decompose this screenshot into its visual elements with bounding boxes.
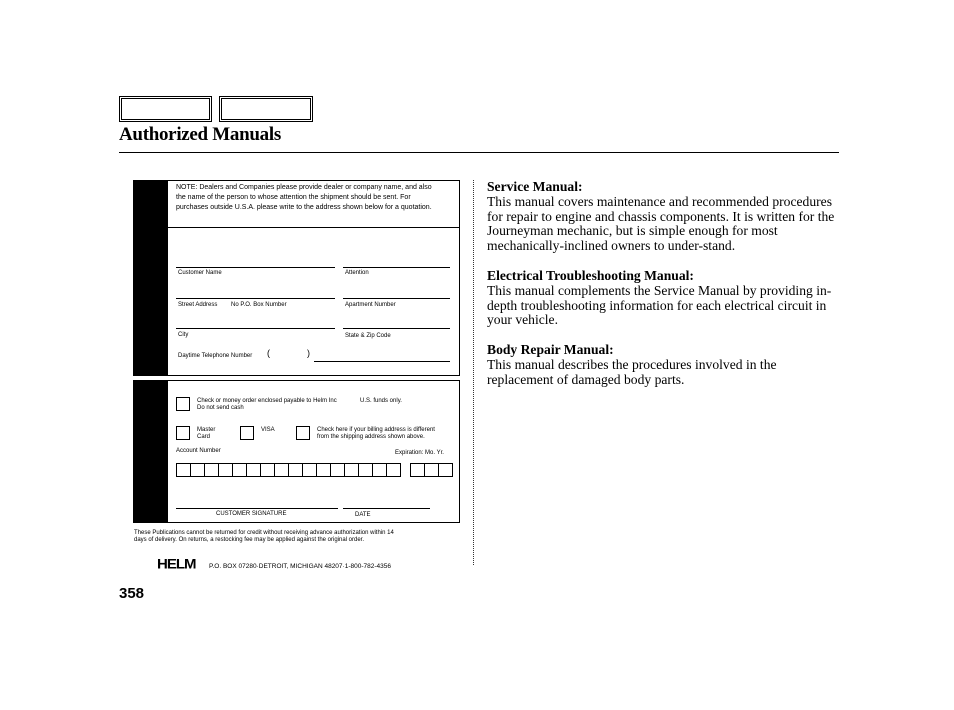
apartment-number-label: Apartment Number <box>345 302 396 308</box>
account-number-cells[interactable] <box>176 463 401 477</box>
shipping-form-bar <box>134 181 168 375</box>
date-label: DATE <box>355 512 371 518</box>
manual-descriptions <box>487 180 837 403</box>
note-divider <box>168 227 459 228</box>
daytime-phone-label: Daytime Telephone Number <box>178 353 253 359</box>
city-label: City <box>178 332 189 338</box>
customer-signature-field[interactable] <box>176 508 338 509</box>
mastercard-checkbox[interactable] <box>176 426 190 440</box>
account-number-label: Account Number <box>176 448 221 454</box>
title-rule <box>119 152 839 153</box>
billing-label-line2: from the shipping address shown above. <box>317 434 425 440</box>
helm-logo: HELM <box>157 556 196 573</box>
attention-field[interactable] <box>343 267 450 268</box>
street-address-label: Street Address <box>178 302 218 308</box>
billing-label-line1: Check here if your billing address is different <box>317 427 435 433</box>
helm-address: P.O. BOX 07280·DETROIT, MICHIGAN 48207·1-800-782-4356 <box>209 563 391 570</box>
returns-note-line2: days of delivery. On returns, a restocking fee may be applied against the original order. <box>134 537 365 543</box>
mastercard-label-line1: Master <box>197 427 216 433</box>
expiration-cells[interactable] <box>410 463 453 477</box>
date-field[interactable] <box>343 508 430 509</box>
body-repair-manual-text: This manual describes the procedures involved in the replacement of damaged body parts. <box>487 356 777 387</box>
returns-note-line1: These Publications cannot be returned for credit without receiving advance authorization within 14 <box>134 530 394 536</box>
city-field[interactable] <box>176 328 335 329</box>
column-divider <box>473 180 474 565</box>
page-title: Authorized Manuals <box>119 124 281 145</box>
state-zip-label: State & Zip Code <box>345 333 391 339</box>
customer-name-field[interactable] <box>176 267 335 268</box>
check-label-line1: Check or money order enclosed payable to Helm Inc <box>197 398 337 404</box>
header-tab-box-1 <box>119 96 212 122</box>
check-money-order-checkbox[interactable] <box>176 397 190 411</box>
payment-form-bar <box>134 381 168 522</box>
customer-name-label: Customer Name <box>178 270 222 276</box>
state-zip-field[interactable] <box>343 328 450 329</box>
payment-form <box>133 380 460 523</box>
mastercard-label-line2: Card <box>197 434 211 440</box>
visa-checkbox[interactable] <box>240 426 254 440</box>
expiration-label: Expiration: Mo. Yr. <box>395 450 444 456</box>
area-code-close: ) <box>307 348 310 358</box>
daytime-phone-field[interactable] <box>314 361 450 362</box>
street-address-field[interactable] <box>176 298 335 299</box>
electrical-manual-text: This manual complements the Service Manual by providing in-depth troubleshooting information for each electrical circuit in your vehicle. <box>487 282 832 328</box>
header-tab-box-2 <box>219 96 313 122</box>
attention-label: Attention <box>345 270 369 276</box>
body-repair-manual-heading: Body Repair Manual: <box>487 342 614 358</box>
page-number: 358 <box>119 585 145 602</box>
apartment-number-field[interactable] <box>343 298 450 299</box>
no-po-box-label: No P.O. Box Number <box>231 302 287 308</box>
visa-label: VISA <box>261 427 275 433</box>
area-code-open: ( <box>267 348 270 358</box>
customer-signature-label: CUSTOMER SIGNATURE <box>216 511 287 517</box>
service-manual-heading: Service Manual: <box>487 179 583 194</box>
check-label-line2: Do not send cash <box>197 405 244 411</box>
service-manual-text: This manual covers maintenance and recommended procedures for repair to engine and chassis components. It is written for the Journeyman mechanic, but is simple enough for most mechanically-inclined owners to under-stand. <box>487 193 835 254</box>
dealer-note: NOTE: Dealers and Companies please provide dealer or company name, and also the name of the person to whose attention the shipment should be sent. For purchases outside U.S.A. please write to the address shown below for a quotation. <box>176 184 432 211</box>
billing-address-checkbox[interactable] <box>296 426 310 440</box>
shipping-form <box>133 180 460 376</box>
us-funds-label: U.S. funds only. <box>360 398 402 404</box>
electrical-manual-heading: Electrical Troubleshooting Manual: <box>487 267 694 283</box>
